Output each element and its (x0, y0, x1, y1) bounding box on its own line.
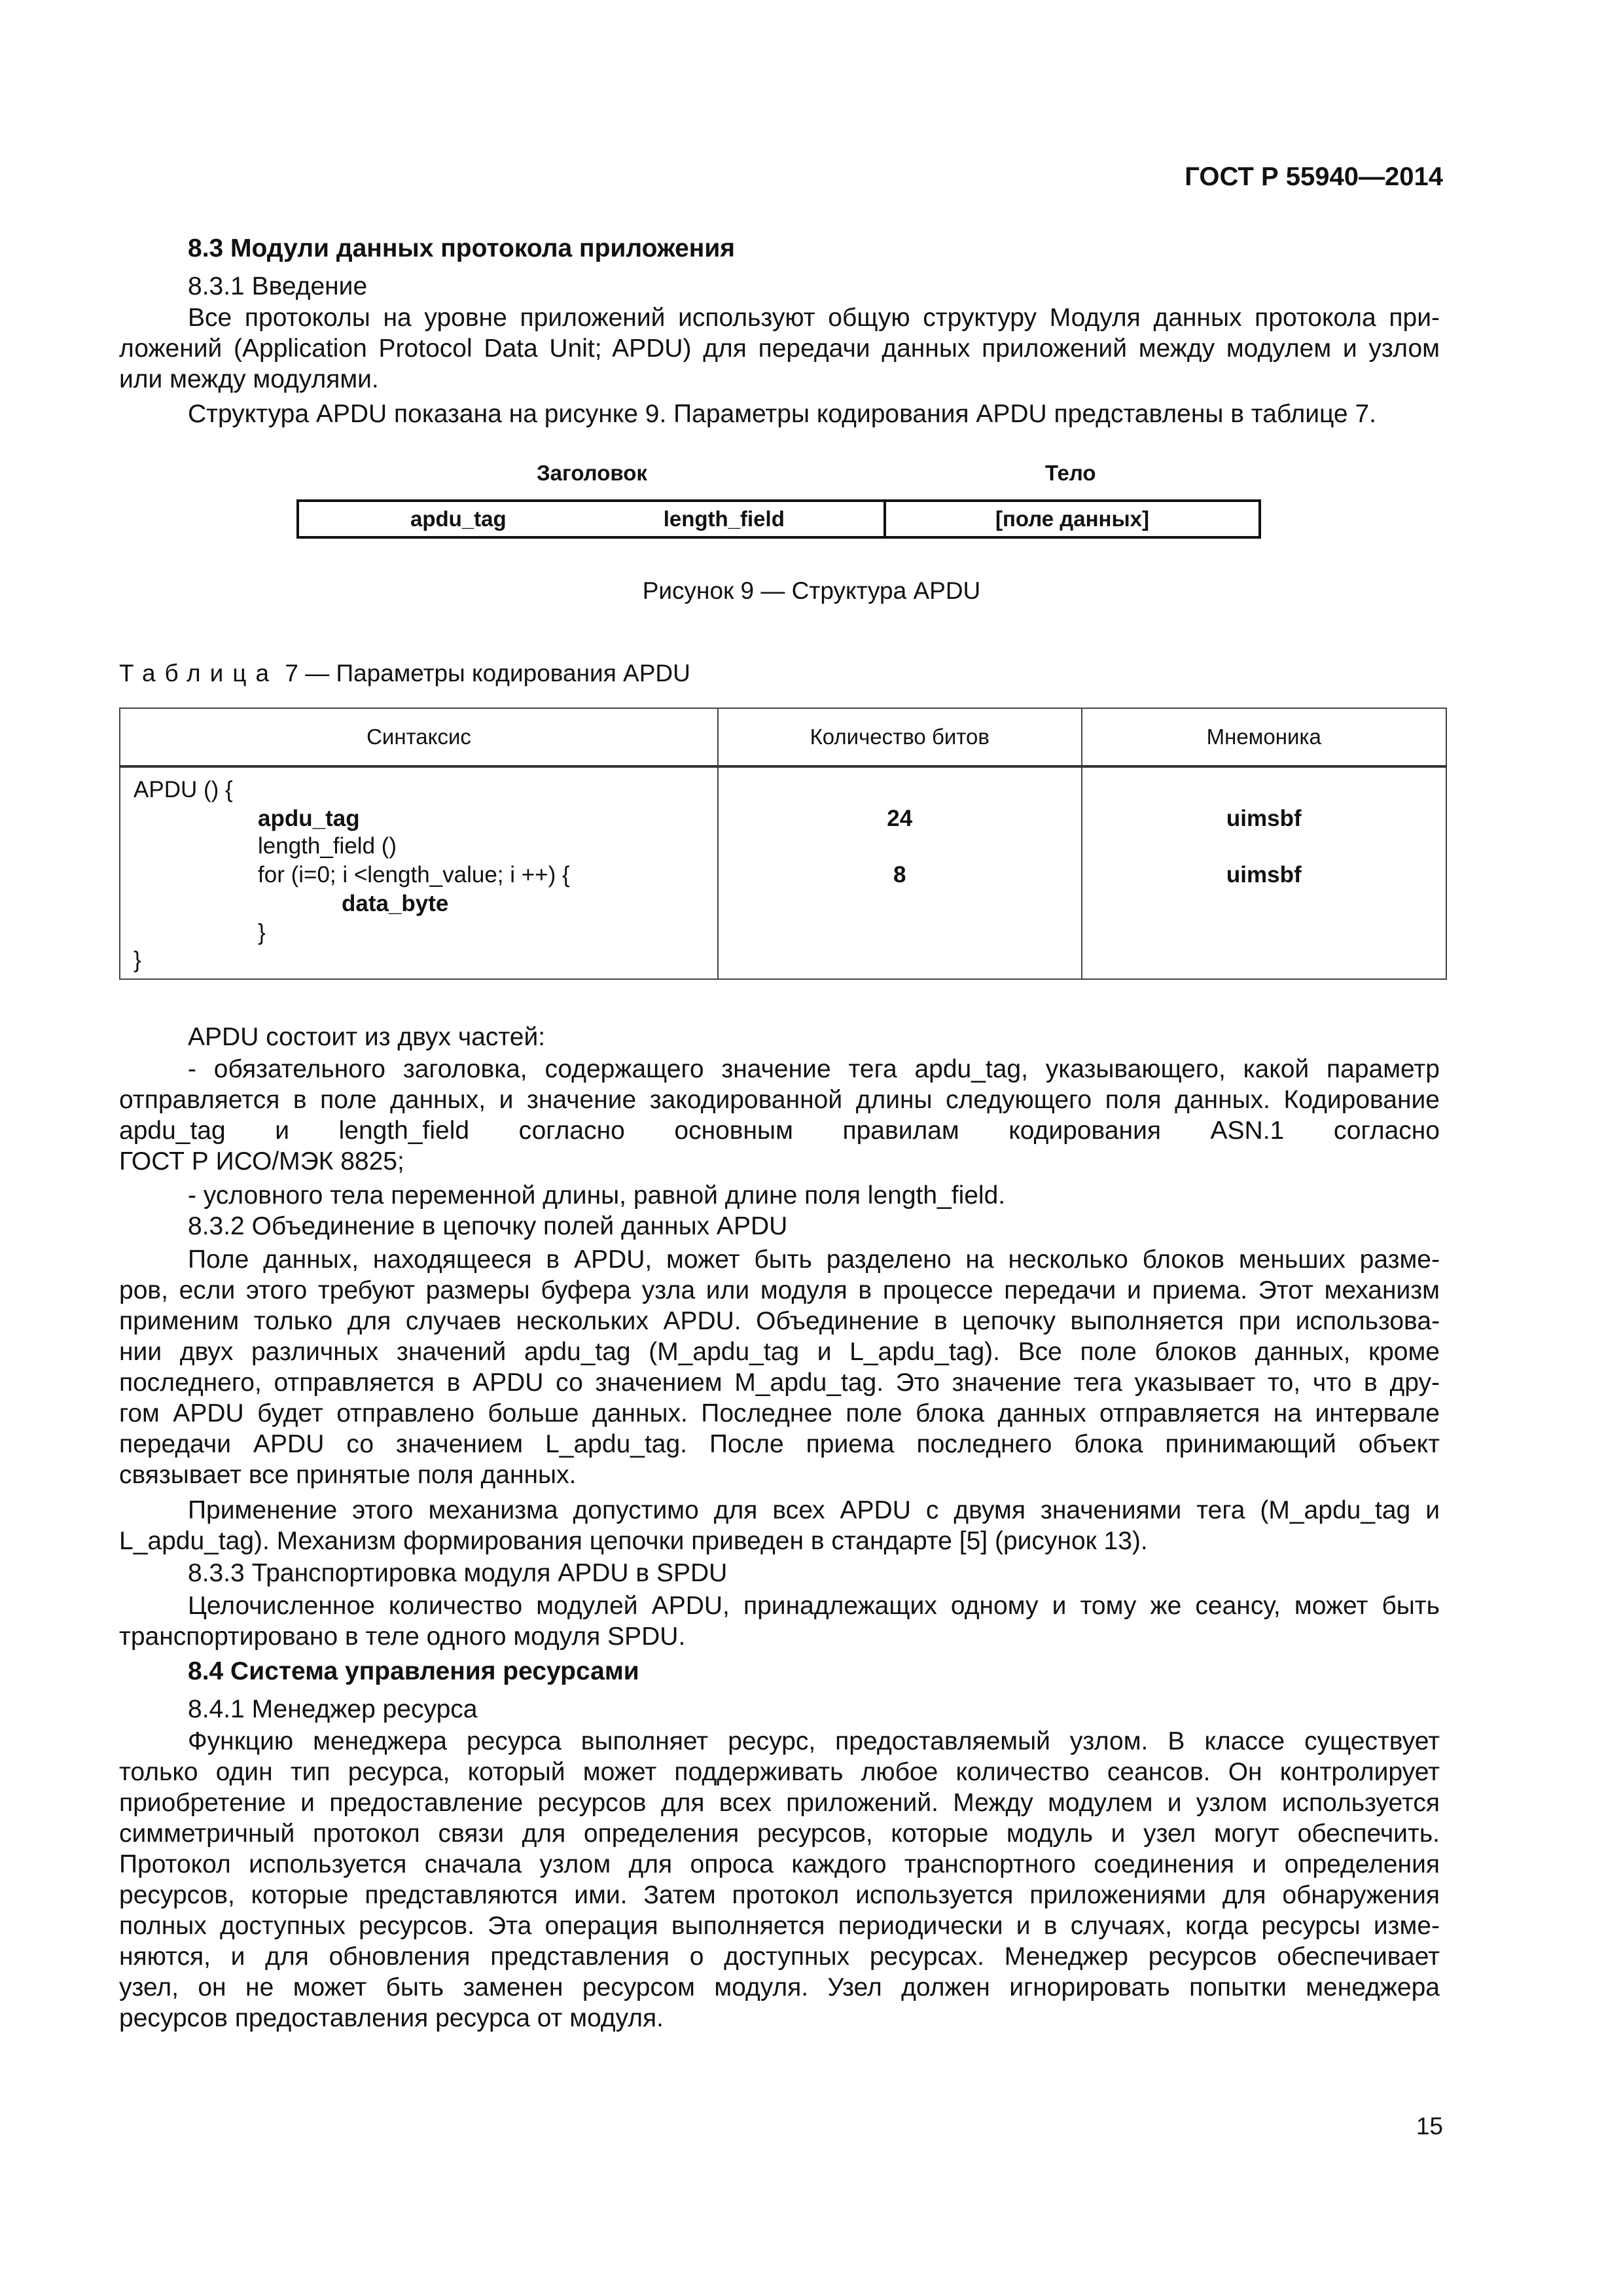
syntax-line: } (134, 947, 141, 973)
mnemonic-value: uimsbf (1226, 806, 1302, 831)
paragraph-resource-manager (119, 1726, 1440, 2034)
table-title-text: 7 — Параметры кодирования APDU (285, 660, 690, 687)
paragraph-apdu-intro (119, 302, 1440, 395)
text-line: полных доступных ресурсов. Эта операция выполняется периодически и в случаях, когда ресурсы изме- (119, 1912, 1440, 1940)
text-line: транспортировано в теле одного модуля SPDU. (119, 1623, 686, 1651)
paragraph-apdu-structure: Структура APDU показана на рисунке 9. Параметры кодирования APDU представлены в таблице 7. (188, 400, 1376, 428)
figure-header-label: Заголовок (537, 461, 647, 485)
subsection-8-3-1-title: 8.3.1 Введение (188, 272, 368, 300)
text-line: Применение этого механизма допустимо для всех APDU с двумя значениями тега (M_apdu_tag и (188, 1496, 1440, 1524)
text-line: передачи APDU со значением L_apdu_tag. После приема последнего блока принимающий объект (119, 1430, 1440, 1458)
table-header-row (120, 708, 1446, 766)
length-field-label: length_field (663, 507, 785, 531)
section-8-3-title: 8.3 Модули данных протокола приложения (188, 234, 736, 262)
text-line: нии двух различных значений apdu_tag (M_apdu_tag и L_apdu_tag). Все поле блоков данных, кроме (119, 1338, 1440, 1366)
apdu-parameters-table (119, 708, 1447, 980)
syntax-line: APDU () { (134, 777, 233, 802)
table-title (119, 660, 690, 687)
paragraph-transport (119, 1590, 1440, 1652)
column-header: Мнемоника (1082, 708, 1447, 766)
text-line: применим только для случаев нескольких APDU. Объединение в цепочку выполняется при использова- (119, 1307, 1440, 1335)
text-line: связывает все принятые поля данных. (119, 1461, 577, 1489)
table-label: Таблица (119, 660, 279, 687)
text-line: няются, и для обновления представления о доступных ресурсах. Менеджер ресурсов обеспечивает (119, 1943, 1440, 1971)
text-line: L_apdu_tag). Механизм формирования цепочки приведен в стандарте [5] (рисунок 13). (119, 1527, 1148, 1555)
text-line: последнего, отправляется в APDU со значением M_apdu_tag. Это значение тега указывает то, что в дру- (119, 1369, 1440, 1397)
data-field-label: [поле данных] (995, 507, 1149, 531)
list-item-header (119, 1054, 1440, 1177)
text-line: ров, если этого требуют размеры буфера узла или модуля в процессе передачи и приема. Этот механизм (119, 1276, 1440, 1304)
apdu-tag-label: apdu_tag (410, 507, 507, 531)
text-line: или между модулями. (119, 365, 379, 393)
syntax-line: for (i=0; i <length_value; i ++) { (258, 862, 570, 888)
text-line: ГОСТ Р ИСО/МЭК 8825; (119, 1147, 404, 1175)
syntax-line: } (258, 920, 266, 945)
paragraph-apdu-parts: APDU состоит из двух частей: (188, 1023, 546, 1051)
apdu-header-cell (299, 502, 886, 536)
text-line: Протокол используется сначала узлом для опроса каждого транспортного соединения и определения (119, 1850, 1440, 1878)
bits-value: 8 (893, 862, 906, 888)
text-line: узел, он не может быть заменен ресурсом модуля. Узел должен игнорировать попытки менеджера (119, 1973, 1440, 2001)
text-line: Целочисленное количество модулей APDU, принадлежащих одному и тому же сеансу, может быть (188, 1592, 1440, 1620)
text-line: гом APDU будет отправлено больше данных. Последнее поле блока данных отправляется на интервале (119, 1399, 1440, 1427)
syntax-line: apdu_tag (258, 806, 360, 831)
apdu-body-cell (886, 502, 1258, 536)
paragraph-chaining-usage (119, 1495, 1440, 1556)
bits-cell (718, 766, 1082, 979)
text-line: симметричный протокол связи для определения ресурсов, которые модуль и узел могут обеспечить. (119, 1820, 1440, 1848)
syntax-line: data_byte (342, 891, 449, 916)
bits-value: 24 (887, 806, 913, 831)
subsection-8-3-3-title: 8.3.3 Транспортировка модуля APDU в SPDU (188, 1559, 728, 1587)
text-line: ресурсов предоставления ресурса от модуля. (119, 2004, 664, 2032)
figure-body-label: Тело (1045, 461, 1096, 485)
text-line: Все протоколы на уровне приложений используют общую структуру Модуля данных протокола при- (188, 304, 1440, 332)
text-line: - обязательного заголовка, содержащего значение тега apdu_tag, указывающего, какой параметр (188, 1055, 1440, 1083)
paragraph-chaining (119, 1244, 1440, 1490)
subsection-8-3-2-title: 8.3.2 Объединение в цепочку полей данных APDU (188, 1212, 788, 1240)
text-line: ресурсов, которые представляются ими. Затем протокол используется приложениями для обнаружения (119, 1881, 1440, 1909)
text-line: apdu_tag и length_field согласно основным правилам кодирования ASN.1 согласно (119, 1117, 1440, 1145)
list-item-body: - условного тела переменной длины, равной длине поля length_field. (188, 1181, 1006, 1210)
column-header: Синтаксис (120, 708, 718, 766)
text-line: Поле данных, находящееся в APDU, может быть разделено на несколько блоков меньших разме- (188, 1246, 1440, 1274)
text-line: ложений (Application Protocol Data Unit; APDU) для передачи данных приложений между модулем и узлом (119, 334, 1440, 363)
syntax-line: length_field () (258, 833, 397, 859)
table-row (120, 766, 1446, 979)
apdu-structure-diagram (296, 499, 1261, 539)
subsection-8-4-1-title: 8.4.1 Менеджер ресурса (188, 1695, 478, 1723)
page-number: 15 (1416, 2113, 1443, 2140)
figure-caption: Рисунок 9 — Структура APDU (642, 577, 981, 604)
syntax-cell (120, 766, 718, 979)
text-line: отправляется в поле данных, и значение закодированной длины следующего поля данных. Кодирование (119, 1086, 1440, 1114)
mnemonic-value: uimsbf (1226, 862, 1302, 888)
document-header: ГОСТ Р 55940—2014 (1185, 162, 1443, 191)
mnemonic-cell (1082, 766, 1447, 979)
text-line: приобретение и предоставление ресурсов для всех приложений. Между модулем и узлом используется (119, 1789, 1440, 1817)
text-line: только один тип ресурса, который может поддерживать любое количество сеансов. Он контролирует (119, 1758, 1440, 1786)
section-8-4-title: 8.4 Система управления ресурсами (188, 1657, 639, 1685)
column-header: Количество битов (718, 708, 1082, 766)
text-line: Функцию менеджера ресурса выполняет ресурс, предоставляемый узлом. В классе существует (188, 1727, 1440, 1755)
